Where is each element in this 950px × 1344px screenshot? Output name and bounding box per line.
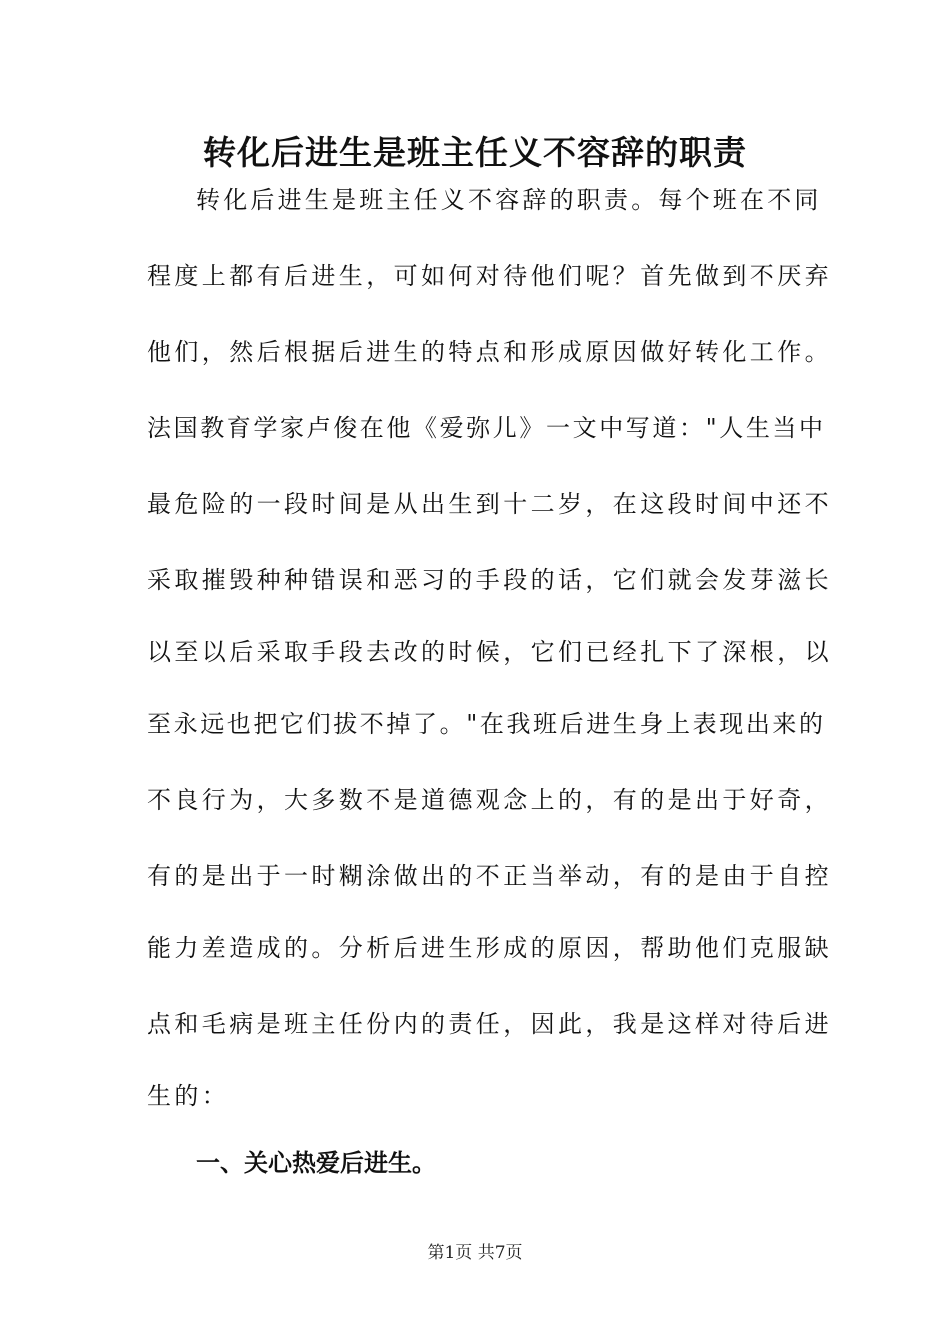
- paragraph-line: 程度上都有后进生，可如何对待他们呢？首先做到不厌弃: [147, 262, 832, 290]
- paragraph-line: 采取摧毁种种错误和恶习的手段的话，它们就会发芽滋长: [147, 566, 832, 594]
- paragraph-line: 生的：: [147, 1082, 230, 1110]
- section-heading: 一、关心热爱后进生。: [196, 1149, 436, 1177]
- paragraph-line: 点和毛病是班主任份内的责任，因此，我是这样对待后进: [147, 1010, 832, 1038]
- paragraph-line: 转化后进生是班主任义不容辞的职责。每个班在不同: [196, 186, 822, 214]
- paragraph-line: 他们，然后根据后进生的特点和形成原因做好转化工作。: [147, 338, 832, 366]
- paragraph-line: 法国教育学家卢俊在他《爱弥儿》一文中写道："人生当中: [147, 414, 826, 442]
- paragraph-line: 能力差造成的。分析后进生形成的原因，帮助他们克服缺: [147, 934, 832, 962]
- paragraph-line: 不良行为，大多数不是道德观念上的，有的是出于好奇，: [147, 786, 832, 814]
- paragraph-line: 有的是出于一时糊涂做出的不正当举动，有的是由于自控: [147, 862, 832, 890]
- paragraph-line: 最危险的一段时间是从出生到十二岁，在这段时间中还不: [147, 490, 832, 518]
- paragraph-line: 至永远也把它们拔不掉了。"在我班后进生身上表现出来的: [147, 710, 826, 738]
- paragraph-line: 以至以后采取手段去改的时候，它们已经扎下了深根，以: [147, 638, 832, 666]
- document-title: 转化后进生是班主任义不容辞的职责: [203, 133, 747, 172]
- page-footer: 第1页 共7页: [427, 1243, 523, 1263]
